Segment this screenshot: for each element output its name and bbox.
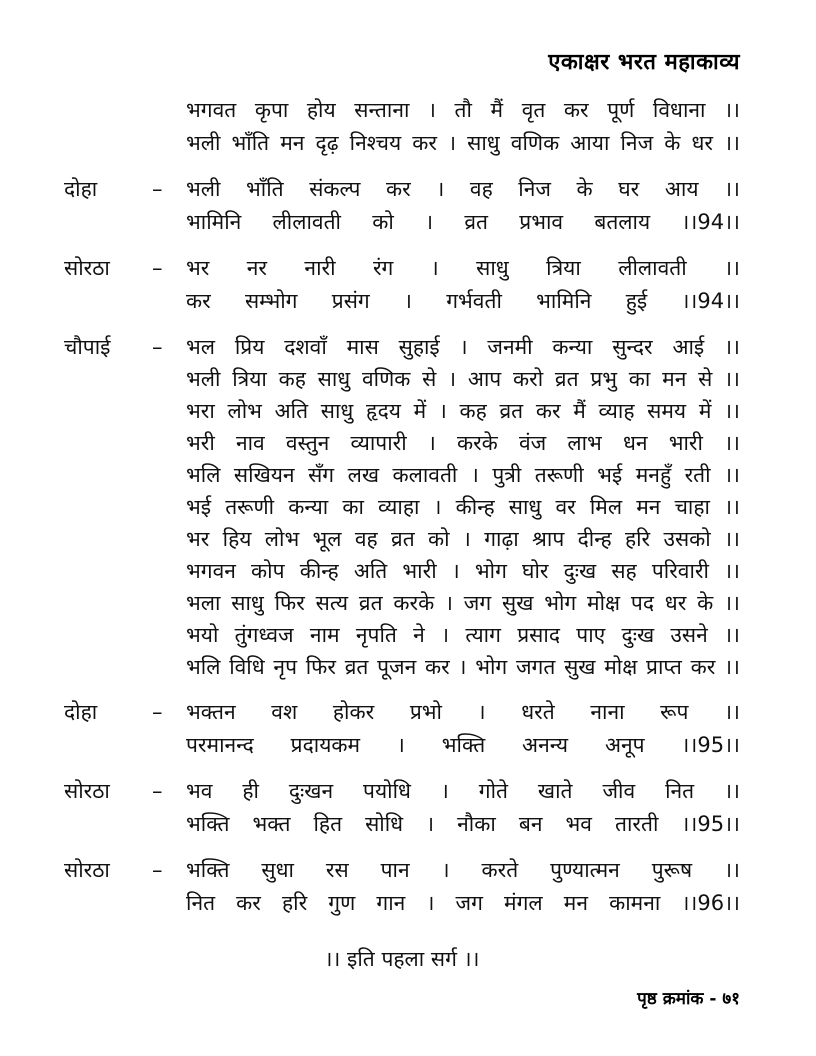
- chapter-closing-line: ।। इति पहला सर्ग ।।: [324, 947, 480, 971]
- verse-line: भलि सखियन सँग लख कलावती । पुत्री तरूणी भई मनहुँ रती ।।: [186, 463, 740, 487]
- verse-block: [186, 331, 740, 683]
- verse-line: भई तरूणी कन्या का व्याहा । कीन्ह साधु वर मिल मन चाहा ।।: [186, 495, 740, 519]
- stanza-label: सोरठा: [64, 256, 110, 280]
- stanza-chaupai: [64, 331, 740, 683]
- stanza-sortha-95: [64, 775, 740, 841]
- verse-line: कर सम्भोग प्रसंग । गर्भवती भामिनि हुई ।।94।।: [186, 289, 740, 313]
- verse-block: [186, 854, 740, 920]
- verse-block: [186, 173, 740, 239]
- stanza-label: चौपाई: [64, 335, 111, 359]
- verse-block: [186, 775, 740, 841]
- verse-line: भर नर नारी रंग । साधु त्रिया लीलावती ।।: [186, 256, 740, 280]
- verse-line: भर हिय लोभ भूल वह व्रत को । गाढ़ा श्राप दीन्ह हरि उसको ।।: [186, 527, 740, 551]
- verse-line: भगवत कृपा होय सन्ताना । तौ मैं वृत कर पूर्ण विधाना ।।: [186, 98, 740, 122]
- stanza-doha-94: [64, 173, 740, 239]
- verse-line: भव ही दुःखन पयोधि । गोते खाते जीव नित ।।: [186, 779, 740, 803]
- stanza-continuation: [64, 94, 740, 160]
- stanza-dash: –: [152, 335, 163, 359]
- footer-page-number: पृष्ठ क्रमांक - ७१: [637, 989, 740, 1009]
- verse-block: [186, 94, 740, 160]
- verse-block: [186, 252, 740, 318]
- verse-line: भल प्रिय दशवाँ मास सुहाई । जनमी कन्या सुन्दर आई ।।: [186, 335, 740, 359]
- stanza-doha-95: [64, 696, 740, 762]
- verse-line: नित कर हरि गुण गान । जग मंगल मन कामना ।।96।।: [186, 891, 740, 915]
- stanza-dash: –: [152, 779, 163, 803]
- verse-line: भरी नाव वस्तुन व्यापारी । करके वंज लाभ धन भारी ।।: [186, 431, 740, 455]
- stanza-dash: –: [152, 177, 163, 201]
- stanza-dash: –: [152, 700, 163, 724]
- verse-line: भरा लोभ अति साधु हृदय में । कह व्रत कर मैं व्याह समय में ।।: [186, 399, 740, 423]
- verse-line: भक्तन वश होकर प्रभो । धरते नाना रूप ।।: [186, 700, 740, 724]
- verse-line: भली भाँति संकल्प कर । वह निज के घर आय ।।: [186, 177, 740, 201]
- stanza-dash: –: [152, 256, 163, 280]
- verse-line: भला साधु फिर सत्य व्रत करके । जग सुख भोग मोक्ष पद धर के ।।: [186, 591, 740, 615]
- verse-line: भक्ति सुधा रस पान । करते पुण्यात्मन पुरूष ।।: [186, 858, 740, 882]
- stanza-dash: –: [152, 858, 163, 882]
- stanza-label: दोहा: [64, 177, 98, 201]
- verse-line: भयो तुंगध्वज नाम नृपति ने । त्याग प्रसाद पाए दुःख उसने ।।: [186, 623, 740, 647]
- stanza-label: सोरठा: [64, 858, 110, 882]
- verse-line: भगवन कोप कीन्ह अति भारी । भोग घोर दुःख सह परिवारी ।।: [186, 559, 740, 583]
- verse-block: [186, 696, 740, 762]
- page-header-title: एकाक्षर भरत महाकाव्य: [548, 50, 740, 75]
- verse-line: भक्ति भक्त हित सोधि । नौका बन भव तारती ।।95।।: [186, 812, 740, 836]
- stanza-label: दोहा: [64, 700, 98, 724]
- stanza-sortha-94: [64, 252, 740, 318]
- verse-line: परमानन्द प्रदायकम । भक्ति अनन्य अनूप ।।95।।: [186, 733, 740, 757]
- stanza-sortha-96: [64, 854, 740, 920]
- verse-line: भलि विधि नृप फिर व्रत पूजन कर । भोग जगत सुख मोक्ष प्राप्त कर ।।: [186, 655, 740, 679]
- verse-line: भली भाँति मन दृढ़ निश्चय कर । साधु वणिक आया निज के धर ।।: [186, 131, 740, 155]
- verse-line: भली त्रिया कह साधु वणिक से । आप करो व्रत प्रभु का मन से ।।: [186, 367, 740, 391]
- stanza-label: सोरठा: [64, 779, 110, 803]
- verse-line: भामिनि लीलावती को । व्रत प्रभाव बतलाय ।।94।।: [186, 210, 740, 234]
